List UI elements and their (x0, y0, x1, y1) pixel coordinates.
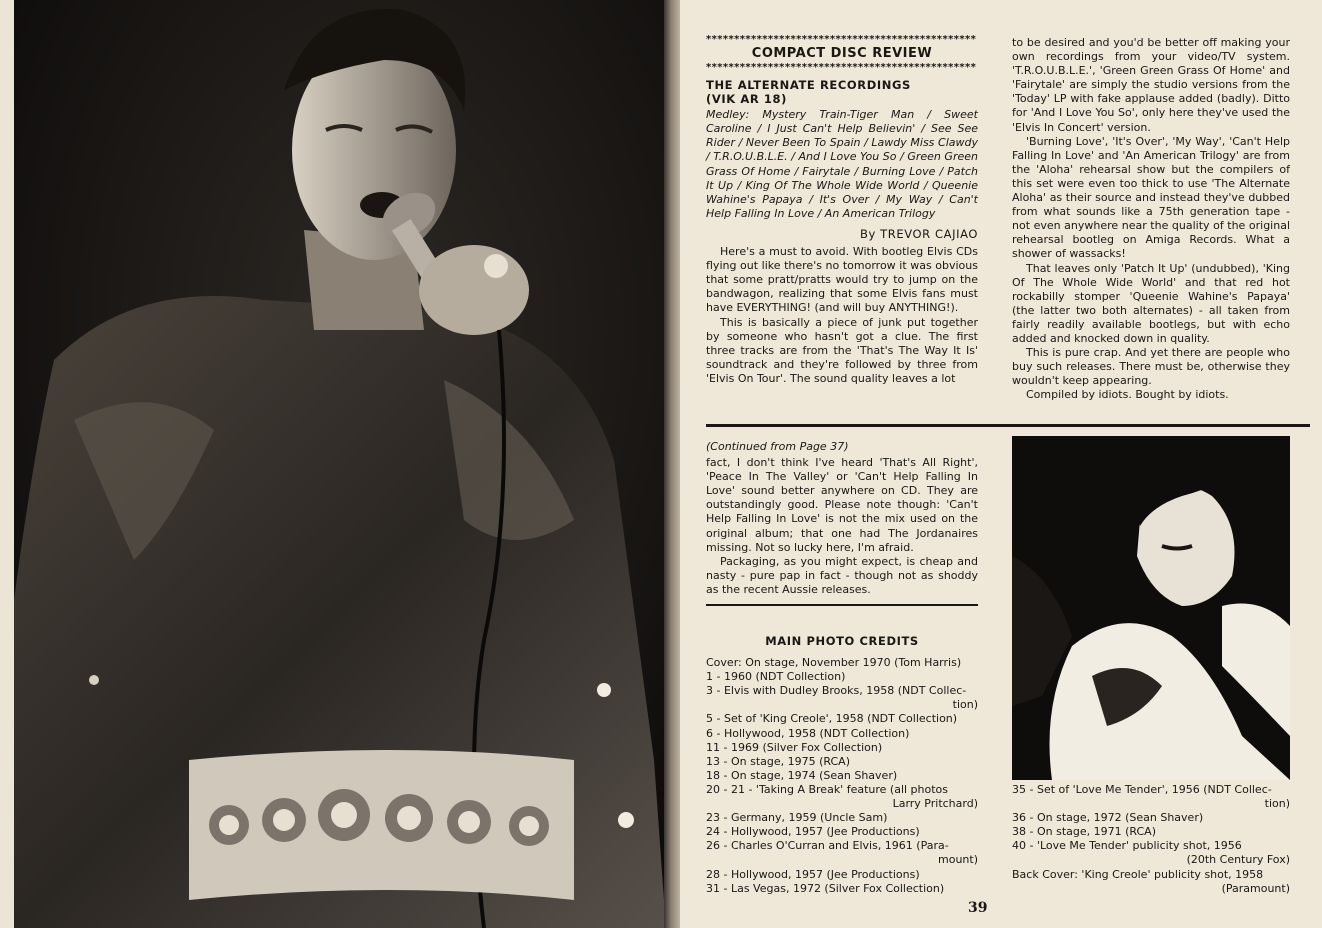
credit-line: Back Cover: 'King Creole' publicity shot, 1958 (Paramount) (1012, 867, 1290, 895)
credit-line: 18 - On stage, 1974 (Sean Shaver) (706, 768, 898, 782)
credit-line: 40 - 'Love Me Tender' publicity shot, 1956 (20th Century Fox) (1012, 839, 1290, 867)
credit-line: 11 - 1969 (Silver Fox Collection) (706, 740, 883, 754)
photo-credits-right (1012, 783, 1290, 896)
continued-paragraph: fact, I don't think I've heard 'That's All Right', 'Peace In The Valley' or 'Can't Help Falling In Love' sound better anywhere on CD. They are outstandingly good. Please note though: 'Can't Help Falling In Love' is not the mix used on the original album; that one had The Jordanaires missing. Not so lucky here, I'm afraid. (706, 456, 978, 554)
review-heading: COMPACT DISC REVIEW (751, 46, 933, 61)
review-paragraph: Here's a must to avoid. With bootleg Elvis CDs flying out like there's no tomorrow it was obvious that some pratt/pratts would try to jump on the bandwagon, realizing that some Elvis fans must have EVERYTHING! (and will buy ANYTHING!). (706, 245, 978, 315)
main-photo (14, 0, 666, 928)
continued-article (706, 440, 978, 597)
review-paragraph: This is basically a piece of junk put together by someone who hasn't got a clue. The first three tracks are from the 'That's The Way It Is' soundtrack and they're followed by three from 'Elvis On Tour'. The sound quality leaves a lot (706, 315, 978, 385)
singer-portrait-illustration (1012, 436, 1290, 780)
stars-divider-bottom: ************************************************ (706, 62, 977, 73)
continued-paragraph: Packaging, as you might expect, is cheap and nasty - pure pap in fact - though not as shoddy as the recent Aussie releases. (706, 554, 978, 596)
review-column-1 (706, 34, 978, 386)
page-number: 39 (968, 900, 988, 916)
review-column-2 (1012, 36, 1290, 402)
credit-line: 3 - Elvis with Dudley Brooks, 1958 (NDT Collec- tion) (706, 684, 978, 712)
credit-line: 23 - Germany, 1959 (Uncle Sam) (706, 811, 888, 825)
credit-line: 6 - Hollywood, 1958 (NDT Collection) (706, 726, 910, 740)
section-divider (706, 424, 1310, 427)
credit-line: Cover: On stage, November 1970 (Tom Harris) (706, 656, 962, 670)
review-paragraph: to be desired and you'd be better off making your own recordings from your video/TV system. 'T.R.O.U.B.L.E.', 'Green Green Grass Of Home' and 'Fairytale' are simply the studio versions from the 'Today' LP with fake applause added (badly). Ditto for 'And I Love You So', only here they've used the 'Elvis In Concert' version. (1012, 36, 1290, 134)
credit-line: 5 - Set of 'King Creole', 1958 (NDT Collection) (706, 712, 958, 726)
credit-line: 38 - On stage, 1971 (RCA) (1012, 825, 1156, 839)
singer-photo-illustration (14, 0, 666, 928)
review-paragraph: This is pure crap. And yet there are people who buy such releases. There must be, otherwise they wouldn't keep appearing. (1012, 346, 1290, 388)
review-paragraph: 'Burning Love', 'It's Over', 'My Way', 'Can't Help Falling In Love' and 'An American Trilogy' are from the 'Aloha' rehearsal show but the compilers of this set were even too thick to use 'The Alternate Aloha' as their source and instead they've dubbed from what sounds like a 75th generation tape - not even anywhere near the quality of the original rehearsal bootleg on Amiga Records. What a shower of wassacks! (1012, 134, 1290, 261)
credits-heading: MAIN PHOTO CREDITS (765, 634, 919, 648)
credit-line: 1 - 1960 (NDT Collection) (706, 670, 846, 684)
photo-credits-left (706, 634, 978, 896)
stars-divider-top: ************************************************ (706, 34, 977, 45)
track-listing: Medley: Mystery Train-Tiger Man / Sweet Caroline / I Just Can't Help Believin' / See See Rider / Never Been To Spain / Lawdy Miss Clawdy / T.R.O.U.B.L.E. / And I Love You So / Green Green Grass Of Home / Fairytale / Burning Love / Patch It Up / King Of The Whole Wide World / Queenie Wahine's Papaya / It's Over / My Way / Can't Help Falling In Love / An American Trilogy (706, 108, 978, 220)
credit-line: 28 - Hollywood, 1957 (Jee Productions) (706, 867, 920, 881)
credits-divider (706, 604, 978, 606)
review-byline: By TREVOR CAJIAO (860, 226, 978, 241)
credit-line: 20 - 21 - 'Taking A Break' feature (all photos Larry Pritchard) (706, 782, 978, 811)
credit-line: 26 - Charles O'Curran and Elvis, 1961 (Para- mount) (706, 839, 978, 867)
credit-line: 36 - On stage, 1972 (Sean Shaver) (1012, 811, 1204, 825)
catalog-number: (VIK AR 18) (706, 92, 787, 107)
album-title: THE ALTERNATE RECORDINGS (706, 78, 911, 92)
credit-line: 31 - Las Vegas, 1972 (Silver Fox Collection) (706, 881, 945, 895)
review-paragraph: Compiled by idiots. Bought by idiots. (1026, 388, 1229, 402)
continued-label: (Continued from Page 37) (706, 440, 849, 453)
credit-line: 13 - On stage, 1975 (RCA) (706, 754, 850, 768)
secondary-photo (1012, 436, 1290, 780)
credit-line: 24 - Hollywood, 1957 (Jee Productions) (706, 825, 920, 839)
credit-line: 35 - Set of 'Love Me Tender', 1956 (NDT Collec- tion) (1012, 783, 1290, 811)
review-paragraph: That leaves only 'Patch It Up' (undubbed), 'King Of The Whole Wide World' and that red hot rockabilly stomper 'Queenie Wahine's Papaya' (the latter two both alternates) - all taken from fairly readily available bootlegs, but with echo added and knocked down in quality. (1012, 261, 1290, 345)
